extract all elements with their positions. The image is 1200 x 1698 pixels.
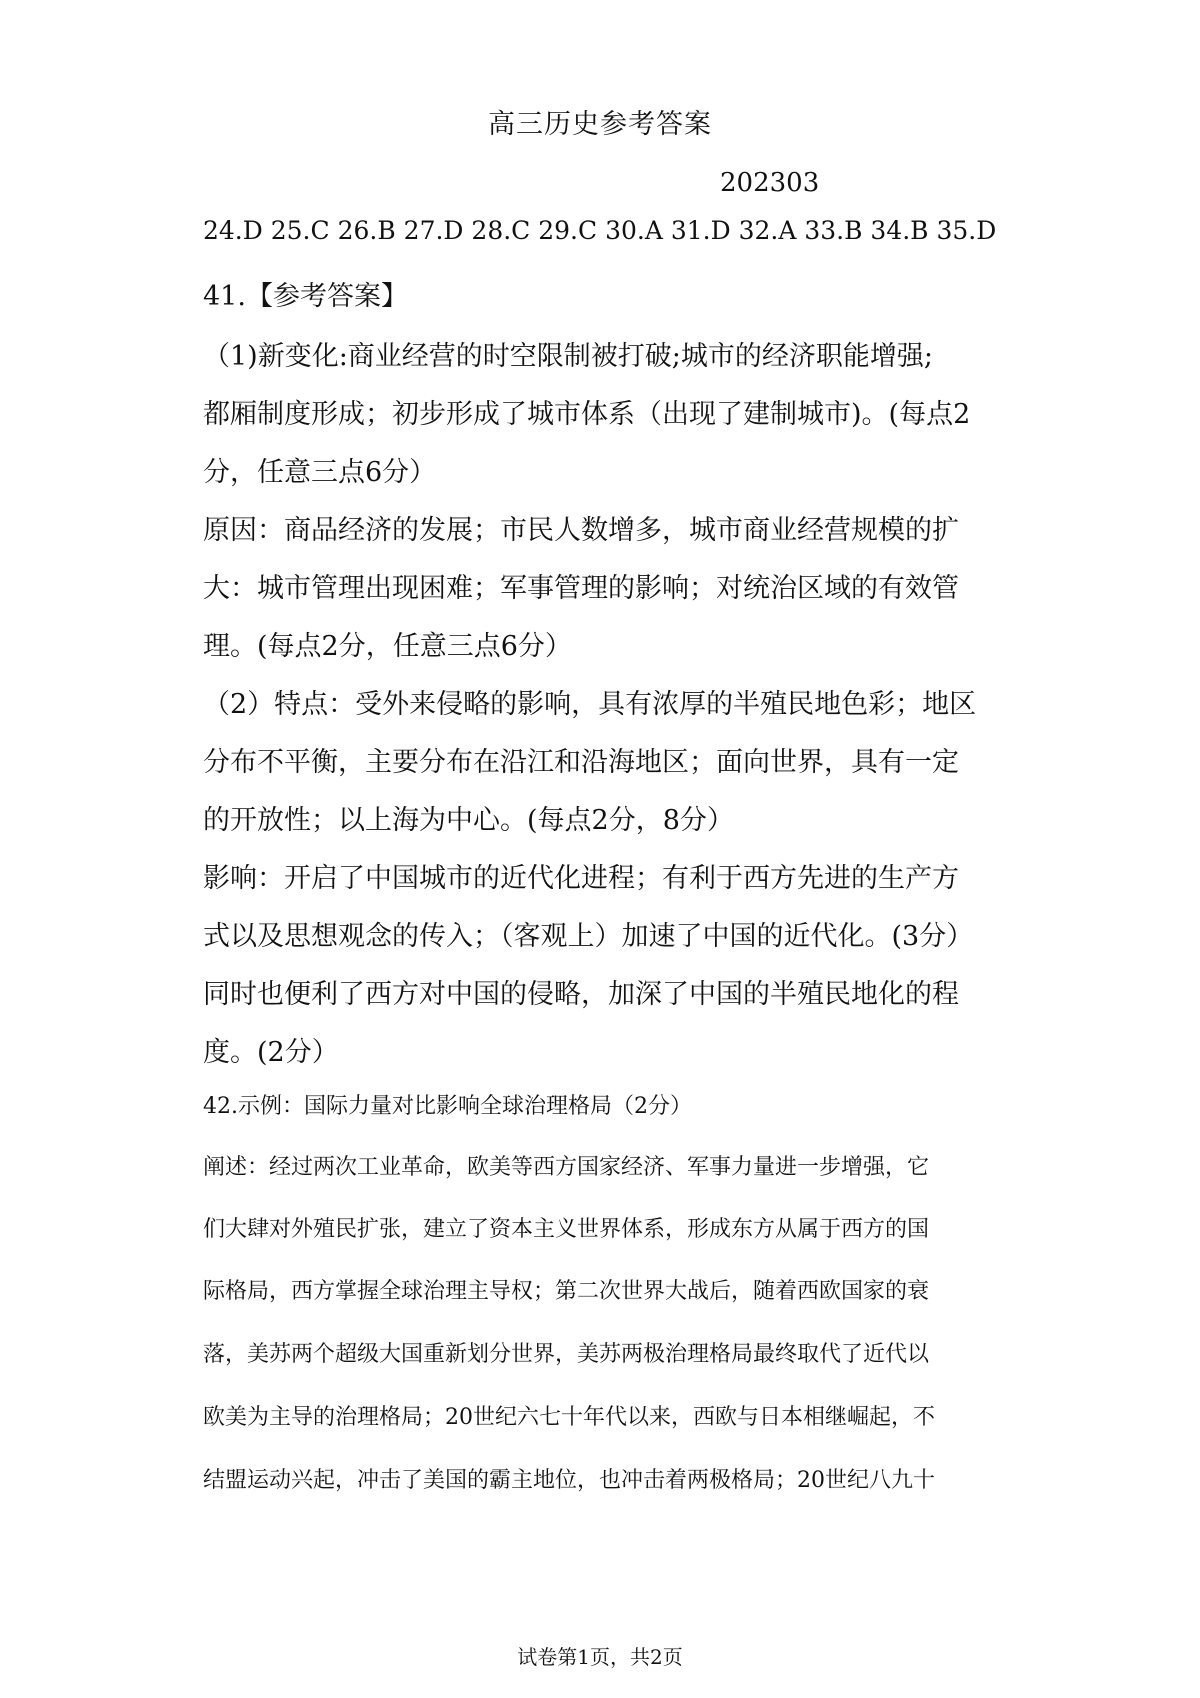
answer-41-2-impact-line-2: 式以及思想观念的传入；（客观上）加速了中国的近代化。(3分） [203, 921, 974, 952]
answer-41-1-line-1: （1)新变化:商业经营的时空限制被打破;城市的经济职能增强; [203, 341, 934, 372]
answer-42-line-1: 阐述：经过两次工业革命，欧美等西方国家经济、军事力量进一步增强，它 [203, 1155, 930, 1180]
answer-41-2-impact-line-3: 同时也便利了西方对中国的侵略，加深了中国的半殖民地化的程 [203, 979, 959, 1010]
exam-date: 202303 [720, 168, 820, 198]
answer-41-1-line-3: 分，任意三点6分） [203, 457, 437, 488]
answer-41-2-line-3: 的开放性；以上海为中心。(每点2分，8分） [203, 805, 734, 836]
section-41-heading: 41.【参考答案】 [203, 281, 408, 312]
answer-42-line-4: 落，美苏两个超级大国重新划分世界，美苏两极治理格局最终取代了近代以 [203, 1342, 930, 1367]
answer-key-line: 24.D 25.C 26.B 27.D 28.C 29.C 30.A 31.D 32.A 33.B 34.B 35.D [203, 216, 997, 245]
answer-41-2-impact-line-4: 度。(2分） [203, 1037, 339, 1068]
answer-41-2-line-2: 分布不平衡，主要分布在沿江和沿海地区；面向世界，具有一定 [203, 747, 959, 778]
answer-41-2-impact-line-1: 影响：开启了中国城市的近代化进程；有利于西方先进的生产方 [203, 863, 959, 894]
answer-42-line-6: 结盟运动兴起，冲击了美国的霸主地位，也冲击着两极格局；20世纪八九十 [203, 1468, 935, 1493]
answer-42-line-2: 们大肆对外殖民扩张，建立了资本主义世界体系，形成东方从属于西方的国 [203, 1217, 930, 1242]
answer-42-line-5: 欧美为主导的治理格局；20世纪六七十年代以来，西欧与日本相继崛起，不 [203, 1405, 935, 1430]
answer-41-2-line-1: （2）特点：受外来侵略的影响，具有浓厚的半殖民地色彩；地区 [203, 689, 977, 720]
answer-41-1-reason-line-2: 大：城市管理出现困难；军事管理的影响；对统治区域的有效管 [203, 573, 959, 604]
section-42-example: 42.示例：国际力量对比影响全球治理格局（2分） [203, 1094, 692, 1119]
answer-41-1-line-2: 都厢制度形成；初步形成了城市体系（出现了建制城市)。(每点2 [203, 399, 971, 430]
page-footer: 试卷第1页，共2页 [517, 1645, 683, 1669]
answer-41-1-reason-line-1: 原因：商品经济的发展；市民人数增多，城市商业经营规模的扩 [203, 515, 959, 546]
page-title: 高三历史参考答案 [488, 109, 712, 140]
answer-41-1-reason-line-3: 理。(每点2分，任意三点6分） [203, 631, 572, 662]
answer-42-line-3: 际格局，西方掌握全球治理主导权；第二次世界大战后，随着西欧国家的衰 [203, 1279, 930, 1304]
